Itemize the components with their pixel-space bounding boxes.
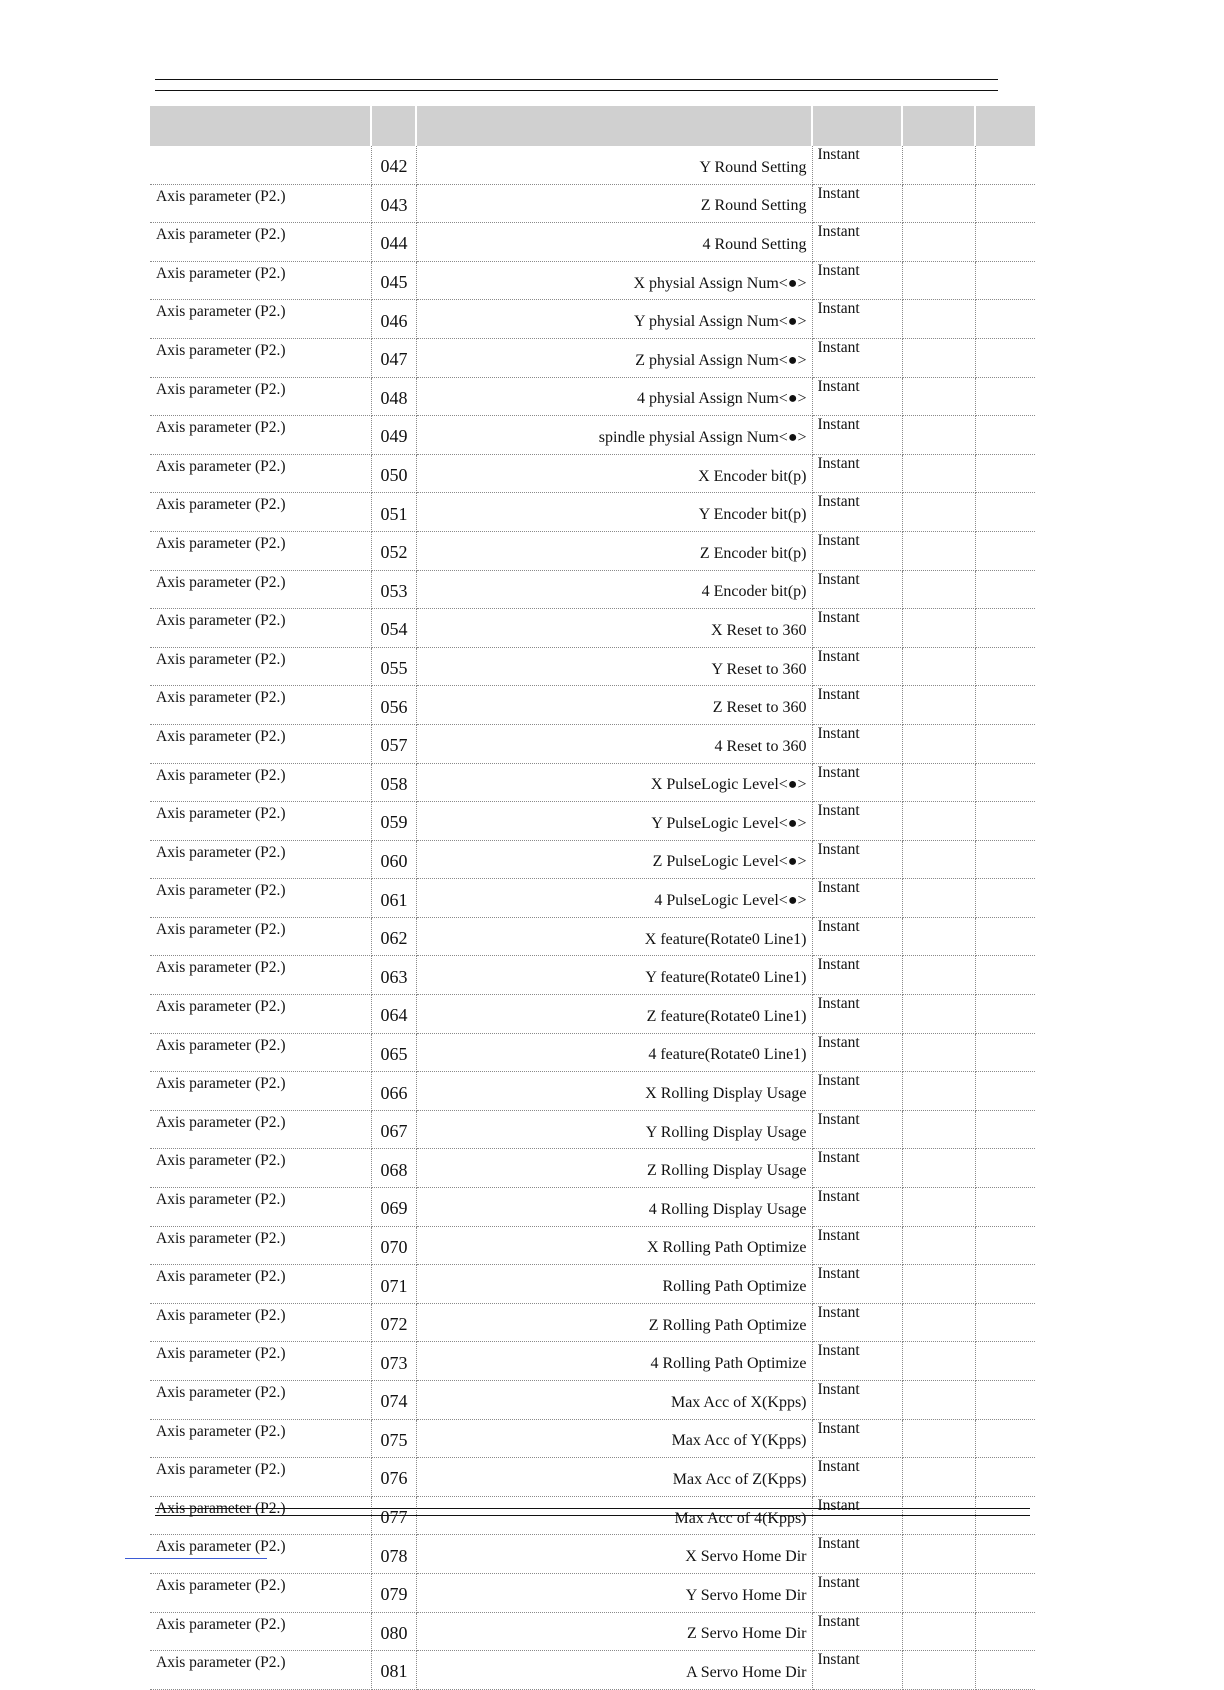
parameter-category: Axis parameter (P2.) [150, 1496, 371, 1535]
parameter-col5 [902, 570, 975, 609]
table-row [150, 1419, 1035, 1458]
parameter-number: 075 [371, 1419, 416, 1458]
parameter-col6 [975, 184, 1035, 223]
table-row [150, 1535, 1035, 1574]
table-row [150, 146, 1035, 184]
parameter-name: X Rolling Path Optimize [416, 1226, 812, 1265]
table-row [150, 609, 1035, 648]
parameter-category: Axis parameter (P2.) [150, 1342, 371, 1381]
parameter-name: Max Acc of Z(Kpps) [416, 1458, 812, 1497]
parameter-col5 [902, 261, 975, 300]
parameter-effect: Instant [812, 416, 902, 455]
parameter-effect: Instant [812, 261, 902, 300]
parameter-col6 [975, 1265, 1035, 1304]
table-row [150, 686, 1035, 725]
parameter-col5 [902, 1458, 975, 1497]
parameter-number: 057 [371, 724, 416, 763]
parameter-col6 [975, 1342, 1035, 1381]
parameter-effect: Instant [812, 609, 902, 648]
parameter-col6 [975, 763, 1035, 802]
parameter-col6 [975, 609, 1035, 648]
parameter-col6 [975, 1573, 1035, 1612]
table-row [150, 879, 1035, 918]
parameter-category: Axis parameter (P2.) [150, 377, 371, 416]
parameter-category: Axis parameter (P2.) [150, 724, 371, 763]
parameter-col6 [975, 377, 1035, 416]
parameter-col5 [902, 531, 975, 570]
table-row [150, 1033, 1035, 1072]
parameter-col6 [975, 686, 1035, 725]
parameter-number: 062 [371, 917, 416, 956]
parameter-category: Axis parameter (P2.) [150, 879, 371, 918]
parameter-name: Z physial Assign Num<●> [416, 338, 812, 377]
parameter-number: 052 [371, 531, 416, 570]
parameter-category: Axis parameter (P2.) [150, 1188, 371, 1227]
parameter-col5 [902, 1265, 975, 1304]
table-row [150, 300, 1035, 339]
parameter-name: X Servo Home Dir [416, 1535, 812, 1574]
parameter-number: 053 [371, 570, 416, 609]
parameter-category: Axis parameter (P2.) [150, 223, 371, 262]
table-row [150, 1651, 1035, 1690]
parameter-col5 [902, 1573, 975, 1612]
parameter-col6 [975, 570, 1035, 609]
parameter-category: Axis parameter (P2.) [150, 647, 371, 686]
parameter-name: Max Acc of X(Kpps) [416, 1381, 812, 1420]
parameter-number: 048 [371, 377, 416, 416]
parameter-col6 [975, 1188, 1035, 1227]
parameter-number: 078 [371, 1535, 416, 1574]
parameter-effect: Instant [812, 146, 902, 184]
parameter-col6 [975, 724, 1035, 763]
parameter-col5 [902, 416, 975, 455]
parameter-effect: Instant [812, 1303, 902, 1342]
parameter-effect: Instant [812, 917, 902, 956]
parameter-col5 [902, 1110, 975, 1149]
table-row [150, 184, 1035, 223]
parameter-effect: Instant [812, 1149, 902, 1188]
parameter-number: 054 [371, 609, 416, 648]
table-row [150, 223, 1035, 262]
parameter-name: Rolling Path Optimize [416, 1265, 812, 1304]
parameter-number: 042 [371, 146, 416, 184]
table-row [150, 1381, 1035, 1420]
parameter-name: 4 feature(Rotate0 Line1) [416, 1033, 812, 1072]
parameter-col5 [902, 609, 975, 648]
parameter-name: Z Rolling Path Optimize [416, 1303, 812, 1342]
parameter-col6 [975, 1419, 1035, 1458]
parameter-col5 [902, 995, 975, 1034]
parameter-name: Z Servo Home Dir [416, 1612, 812, 1651]
parameter-col5 [902, 802, 975, 841]
table-row [150, 1110, 1035, 1149]
parameter-category: Axis parameter (P2.) [150, 802, 371, 841]
parameter-name: Z feature(Rotate0 Line1) [416, 995, 812, 1034]
parameter-col5 [902, 338, 975, 377]
parameter-col6 [975, 840, 1035, 879]
parameter-col6 [975, 1651, 1035, 1690]
parameter-name: 4 Reset to 360 [416, 724, 812, 763]
parameter-category: Axis parameter (P2.) [150, 1149, 371, 1188]
parameter-number: 056 [371, 686, 416, 725]
parameter-effect: Instant [812, 1651, 902, 1690]
parameter-col6 [975, 1458, 1035, 1497]
parameter-number: 049 [371, 416, 416, 455]
parameter-name: 4 Encoder bit(p) [416, 570, 812, 609]
table-row [150, 763, 1035, 802]
parameter-col6 [975, 1612, 1035, 1651]
parameter-col6 [975, 300, 1035, 339]
parameter-name: 4 Rolling Path Optimize [416, 1342, 812, 1381]
parameter-col5 [902, 146, 975, 184]
parameter-effect: Instant [812, 1110, 902, 1149]
parameter-effect: Instant [812, 1381, 902, 1420]
parameter-col5 [902, 763, 975, 802]
parameter-name: 4 physial Assign Num<●> [416, 377, 812, 416]
parameter-effect: Instant [812, 1419, 902, 1458]
table-row [150, 416, 1035, 455]
parameter-number: 051 [371, 493, 416, 532]
axis-parameter-table [150, 106, 1035, 1690]
parameter-effect: Instant [812, 493, 902, 532]
parameter-col5 [902, 686, 975, 725]
parameter-col5 [902, 1651, 975, 1690]
parameter-number: 044 [371, 223, 416, 262]
table-header [150, 106, 1035, 146]
parameter-col5 [902, 1535, 975, 1574]
parameter-col6 [975, 956, 1035, 995]
parameter-col6 [975, 338, 1035, 377]
parameter-name: Y Reset to 360 [416, 647, 812, 686]
parameter-col6 [975, 416, 1035, 455]
parameter-name: Y Round Setting [416, 146, 812, 184]
parameter-name: A Servo Home Dir [416, 1651, 812, 1690]
parameter-effect: Instant [812, 802, 902, 841]
table-row [150, 1149, 1035, 1188]
table-row [150, 1188, 1035, 1227]
parameter-col5 [902, 1303, 975, 1342]
parameter-name: 4 Rolling Display Usage [416, 1188, 812, 1227]
parameter-number: 050 [371, 454, 416, 493]
table-row [150, 1612, 1035, 1651]
parameter-col6 [975, 1033, 1035, 1072]
header-cell-number [371, 106, 416, 146]
header-cell-effect [812, 106, 902, 146]
parameter-col6 [975, 1535, 1035, 1574]
parameter-name: Z Round Setting [416, 184, 812, 223]
parameter-number: 046 [371, 300, 416, 339]
header-cell-col6 [975, 106, 1035, 146]
parameter-col5 [902, 377, 975, 416]
parameter-category: Axis parameter (P2.) [150, 686, 371, 725]
table-row [150, 1265, 1035, 1304]
parameter-number: 043 [371, 184, 416, 223]
header-cell-category [150, 106, 371, 146]
parameter-category: Axis parameter (P2.) [150, 1072, 371, 1111]
footnote-link-line [125, 1558, 267, 1559]
parameter-number: 081 [371, 1651, 416, 1690]
parameter-effect: Instant [812, 840, 902, 879]
parameter-col5 [902, 493, 975, 532]
parameter-name: Z Rolling Display Usage [416, 1149, 812, 1188]
parameter-col6 [975, 1303, 1035, 1342]
parameter-name: Y Encoder bit(p) [416, 493, 812, 532]
parameter-category: Axis parameter (P2.) [150, 338, 371, 377]
parameter-col5 [902, 840, 975, 879]
footer-rule-bottom [155, 1515, 1030, 1516]
parameter-effect: Instant [812, 956, 902, 995]
parameter-col5 [902, 1188, 975, 1227]
table-row [150, 377, 1035, 416]
parameter-name: Z Encoder bit(p) [416, 531, 812, 570]
parameter-col5 [902, 300, 975, 339]
parameter-name: spindle physial Assign Num<●> [416, 416, 812, 455]
parameter-category: Axis parameter (P2.) [150, 917, 371, 956]
parameter-category: Axis parameter (P2.) [150, 1458, 371, 1497]
parameter-number: 066 [371, 1072, 416, 1111]
parameter-category: Axis parameter (P2.) [150, 184, 371, 223]
parameter-name: Y Rolling Display Usage [416, 1110, 812, 1149]
parameter-col5 [902, 1226, 975, 1265]
parameter-category: Axis parameter (P2.) [150, 1573, 371, 1612]
parameter-number: 071 [371, 1265, 416, 1304]
parameter-number: 070 [371, 1226, 416, 1265]
parameter-col5 [902, 223, 975, 262]
parameter-effect: Instant [812, 1188, 902, 1227]
header-cell-col5 [902, 106, 975, 146]
parameter-number: 047 [371, 338, 416, 377]
parameter-name: X Encoder bit(p) [416, 454, 812, 493]
parameter-effect: Instant [812, 995, 902, 1034]
parameter-name: X Reset to 360 [416, 609, 812, 648]
parameter-category: Axis parameter (P2.) [150, 493, 371, 532]
parameter-category: Axis parameter (P2.) [150, 1612, 371, 1651]
parameter-number: 063 [371, 956, 416, 995]
table-row [150, 1303, 1035, 1342]
parameter-col6 [975, 223, 1035, 262]
parameter-col5 [902, 1612, 975, 1651]
parameter-name: X feature(Rotate0 Line1) [416, 917, 812, 956]
table-row [150, 1573, 1035, 1612]
parameter-effect: Instant [812, 879, 902, 918]
parameter-number: 058 [371, 763, 416, 802]
parameter-name: 4 PulseLogic Level<●> [416, 879, 812, 918]
parameter-col6 [975, 261, 1035, 300]
parameter-effect: Instant [812, 1265, 902, 1304]
parameter-number: 073 [371, 1342, 416, 1381]
parameter-name: Y Servo Home Dir [416, 1573, 812, 1612]
parameter-number: 067 [371, 1110, 416, 1149]
parameter-effect: Instant [812, 338, 902, 377]
parameter-col5 [902, 1342, 975, 1381]
parameter-name: X Rolling Display Usage [416, 1072, 812, 1111]
parameter-col5 [902, 956, 975, 995]
parameter-category: Axis parameter (P2.) [150, 995, 371, 1034]
parameter-col6 [975, 647, 1035, 686]
parameter-number: 065 [371, 1033, 416, 1072]
parameter-category: Axis parameter (P2.) [150, 1110, 371, 1149]
table-row [150, 995, 1035, 1034]
parameter-name: Z Reset to 360 [416, 686, 812, 725]
parameter-effect: Instant [812, 724, 902, 763]
parameter-number: 068 [371, 1149, 416, 1188]
parameter-effect: Instant [812, 531, 902, 570]
parameter-category: Axis parameter (P2.) [150, 840, 371, 879]
table-row [150, 917, 1035, 956]
parameter-number: 077 [371, 1496, 416, 1535]
parameter-col6 [975, 917, 1035, 956]
parameter-name: 4 Round Setting [416, 223, 812, 262]
parameter-category: Axis parameter (P2.) [150, 531, 371, 570]
parameter-category: Axis parameter (P2.) [150, 1419, 371, 1458]
parameter-col5 [902, 1381, 975, 1420]
parameter-col5 [902, 184, 975, 223]
parameter-name: Y physial Assign Num<●> [416, 300, 812, 339]
parameter-col6 [975, 1072, 1035, 1111]
parameter-category: Axis parameter (P2.) [150, 1226, 371, 1265]
parameter-col6 [975, 995, 1035, 1034]
parameter-number: 064 [371, 995, 416, 1034]
table-body [150, 146, 1035, 1689]
parameter-effect: Instant [812, 1458, 902, 1497]
parameter-name: Max Acc of Y(Kpps) [416, 1419, 812, 1458]
parameter-col5 [902, 1072, 975, 1111]
parameter-effect: Instant [812, 1072, 902, 1111]
parameter-effect: Instant [812, 300, 902, 339]
parameter-effect: Instant [812, 1535, 902, 1574]
parameter-effect: Instant [812, 686, 902, 725]
parameter-name: Z PulseLogic Level<●> [416, 840, 812, 879]
parameter-number: 074 [371, 1381, 416, 1420]
parameter-category: Axis parameter (P2.) [150, 1303, 371, 1342]
table-row [150, 531, 1035, 570]
parameter-number: 045 [371, 261, 416, 300]
parameter-category: Axis parameter (P2.) [150, 763, 371, 802]
table-row [150, 338, 1035, 377]
parameter-number: 076 [371, 1458, 416, 1497]
table-row [150, 1342, 1035, 1381]
table-row [150, 647, 1035, 686]
parameter-effect: Instant [812, 1496, 902, 1535]
parameter-effect: Instant [812, 1226, 902, 1265]
parameter-col6 [975, 879, 1035, 918]
header-cell-name [416, 106, 812, 146]
parameter-col5 [902, 917, 975, 956]
table-row [150, 570, 1035, 609]
parameter-col5 [902, 724, 975, 763]
parameter-number: 061 [371, 879, 416, 918]
parameter-effect: Instant [812, 454, 902, 493]
parameter-col6 [975, 1381, 1035, 1420]
parameter-col6 [975, 1110, 1035, 1149]
parameter-category: Axis parameter (P2.) [150, 300, 371, 339]
parameter-col6 [975, 493, 1035, 532]
parameter-effect: Instant [812, 1612, 902, 1651]
parameter-effect: Instant [812, 184, 902, 223]
parameter-effect: Instant [812, 570, 902, 609]
parameter-col6 [975, 1149, 1035, 1188]
parameter-name: Y feature(Rotate0 Line1) [416, 956, 812, 995]
parameter-number: 079 [371, 1573, 416, 1612]
table-row [150, 840, 1035, 879]
parameter-name: Max Acc of 4(Kpps) [416, 1496, 812, 1535]
footer-rule-top [155, 1508, 1030, 1509]
parameter-effect: Instant [812, 377, 902, 416]
parameter-number: 059 [371, 802, 416, 841]
parameter-col6 [975, 1226, 1035, 1265]
parameter-category: Axis parameter (P2.) [150, 1651, 371, 1690]
table-row [150, 1458, 1035, 1497]
table-row [150, 956, 1035, 995]
parameter-category: Axis parameter (P2.) [150, 956, 371, 995]
parameter-col5 [902, 879, 975, 918]
parameter-col5 [902, 454, 975, 493]
table-row [150, 1226, 1035, 1265]
parameter-name: X physial Assign Num<●> [416, 261, 812, 300]
parameter-category: Axis parameter (P2.) [150, 1033, 371, 1072]
parameter-effect: Instant [812, 223, 902, 262]
parameter-category: Axis parameter (P2.) [150, 1381, 371, 1420]
parameter-category: Axis parameter (P2.) [150, 609, 371, 648]
parameter-category: Axis parameter (P2.) [150, 1265, 371, 1304]
parameter-col6 [975, 802, 1035, 841]
parameter-col5 [902, 1149, 975, 1188]
table-row [150, 493, 1035, 532]
parameter-number: 055 [371, 647, 416, 686]
parameter-name: X PulseLogic Level<●> [416, 763, 812, 802]
table-row [150, 454, 1035, 493]
parameter-col5 [902, 1033, 975, 1072]
table-row [150, 261, 1035, 300]
parameter-col6 [975, 531, 1035, 570]
parameter-category: Axis parameter (P2.) [150, 570, 371, 609]
parameter-name: Y PulseLogic Level<●> [416, 802, 812, 841]
parameter-category: Axis parameter (P2.) [150, 416, 371, 455]
table-row [150, 1072, 1035, 1111]
parameter-effect: Instant [812, 1342, 902, 1381]
parameter-category [150, 146, 371, 184]
parameter-number: 072 [371, 1303, 416, 1342]
parameter-col6 [975, 146, 1035, 184]
parameter-category: Axis parameter (P2.) [150, 454, 371, 493]
parameter-effect: Instant [812, 763, 902, 802]
table-row [150, 802, 1035, 841]
parameter-category: Axis parameter (P2.) [150, 1535, 371, 1574]
parameter-number: 080 [371, 1612, 416, 1651]
parameter-col6 [975, 454, 1035, 493]
header-rule-bottom [155, 90, 998, 91]
table-header-row [150, 106, 1035, 146]
parameter-number: 069 [371, 1188, 416, 1227]
parameter-col5 [902, 647, 975, 686]
parameter-category: Axis parameter (P2.) [150, 261, 371, 300]
header-rule-top [155, 79, 998, 80]
parameter-col5 [902, 1419, 975, 1458]
table-row [150, 724, 1035, 763]
parameter-effect: Instant [812, 647, 902, 686]
parameter-effect: Instant [812, 1573, 902, 1612]
parameter-number: 060 [371, 840, 416, 879]
parameter-effect: Instant [812, 1033, 902, 1072]
